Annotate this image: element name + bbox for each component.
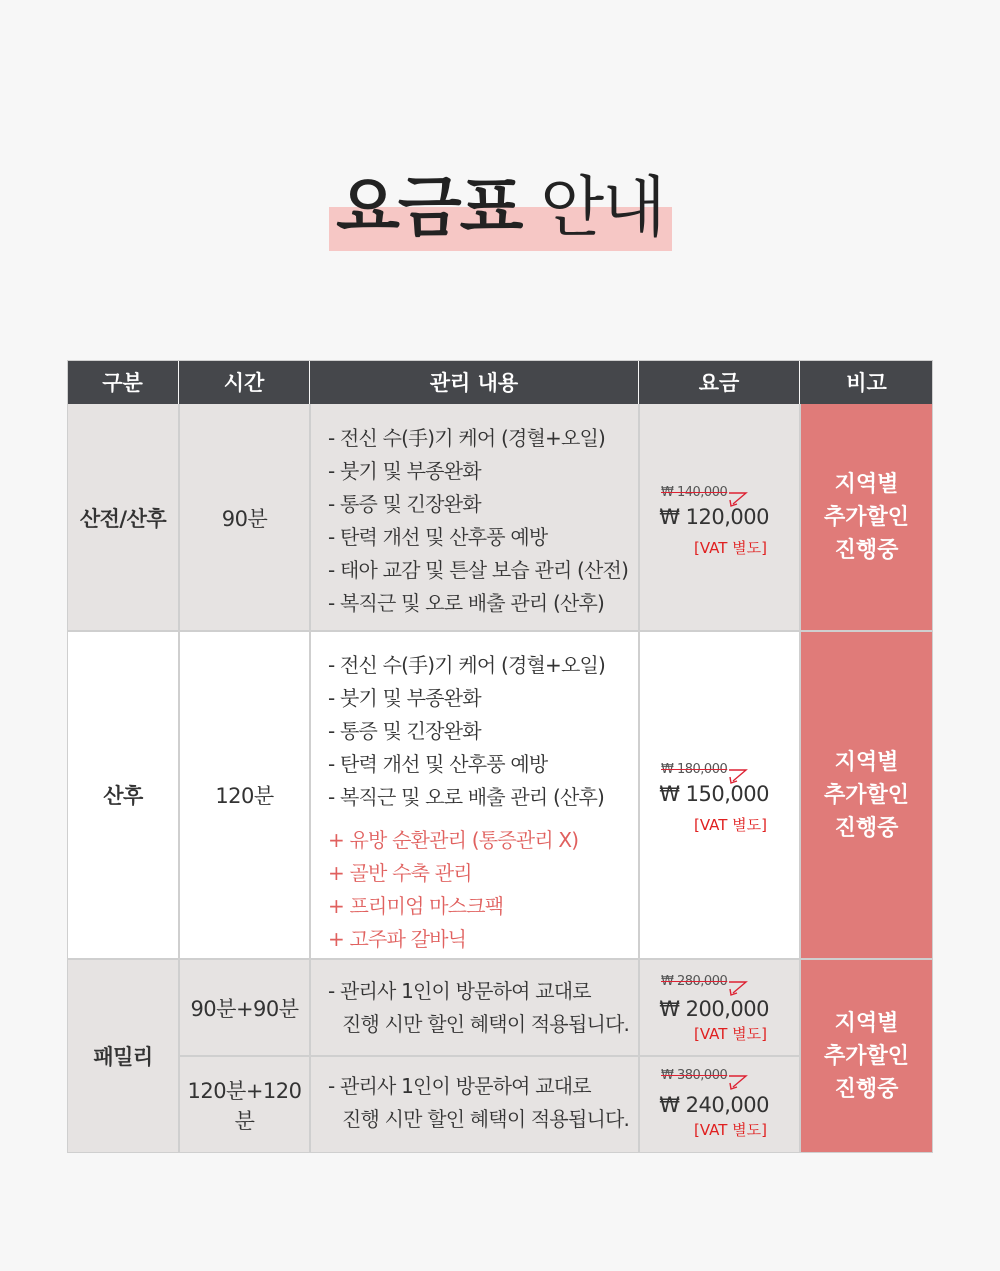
title-regular: 안내 [540,169,664,246]
header-category: 구분 [67,360,178,404]
row3a-time: 90분+90분 [179,959,310,1056]
list-item: - 붓기 및 부종완화 [328,459,481,483]
vat-note: [VAT 별도] [693,1025,767,1043]
old-price: ₩ 140,000 [661,485,728,500]
note-line: 추가할인 [823,505,909,530]
note-line: 추가할인 [823,782,909,808]
page-title [0,165,1000,251]
header-content: 관리 내용 [310,360,638,404]
list-item: - 붓기 및 부종완화 [328,686,481,710]
old-price: ₩ 280,000 [661,974,728,989]
list-item: - 탄력 개선 및 산후풍 예방 [328,525,548,549]
list-item-continued: 진행 시만 할인 혜택이 적용됩니다. [342,1107,630,1131]
extra-item: + 골반 수축 관리 [328,861,472,885]
extra-item: + 프리미엄 마스크팩 [328,894,504,918]
title-bold: 요금표 [336,169,522,246]
list-item: - 탄력 개선 및 산후풍 예방 [328,752,548,776]
list-item: - 태아 교감 및 튼살 보습 관리 (산전) [328,558,629,582]
note-line: 진행중 [834,1076,899,1102]
header-note: 비고 [800,360,933,404]
row1-category: 산전/산후 [67,404,179,631]
row3-category: 패밀리 [67,959,179,1153]
price-table [67,360,933,1153]
note-line: 지역별 [834,472,899,497]
vat-note: [VAT 별도] [693,1121,767,1139]
old-price: ₩ 380,000 [661,1068,728,1083]
vat-note: [VAT 별도] [693,539,767,557]
list-item: - 관리사 1인이 방문하여 교대로 [328,979,591,1003]
price-value: ₩ 200,000 [659,997,769,1021]
row2-time: 120분 [179,631,310,959]
list-item: - 복직근 및 오로 배출 관리 (산후) [328,785,605,809]
list-item: - 복직근 및 오로 배출 관리 (산후) [328,591,605,615]
price-value: ₩ 240,000 [659,1093,769,1117]
list-item: - 관리사 1인이 방문하여 교대로 [328,1074,591,1098]
note-line: 지역별 [834,749,899,775]
note-line: 진행중 [834,538,899,563]
row3b-time: 120분+120분 [179,1056,310,1153]
row1-time: 90분 [179,404,310,631]
old-price: ₩ 180,000 [661,762,728,777]
price-value: ₩ 120,000 [659,505,769,529]
page-title-block [0,165,1000,255]
list-item: - 통증 및 긴장완화 [328,719,481,743]
vat-note: [VAT 별도] [693,816,767,834]
header-time: 시간 [179,360,309,404]
list-item: - 통증 및 긴장완화 [328,492,481,516]
table-border [67,360,933,1153]
note-line: 추가할인 [823,1043,909,1069]
price-value: ₩ 150,000 [659,782,769,806]
list-item: - 전신 수(手)기 케어 (경혈+오일) [328,426,606,450]
extra-item: + 고주파 갈바닉 [328,927,467,951]
note-line: 지역별 [834,1010,899,1036]
row2-category: 산후 [67,631,179,959]
note-line: 진행중 [834,815,899,841]
header-price: 요금 [639,360,799,404]
list-item-continued: 진행 시만 할인 혜택이 적용됩니다. [342,1012,630,1036]
extra-item: + 유방 순환관리 (통증관리 X) [328,828,579,852]
list-item: - 전신 수(手)기 케어 (경혈+오일) [328,653,606,677]
